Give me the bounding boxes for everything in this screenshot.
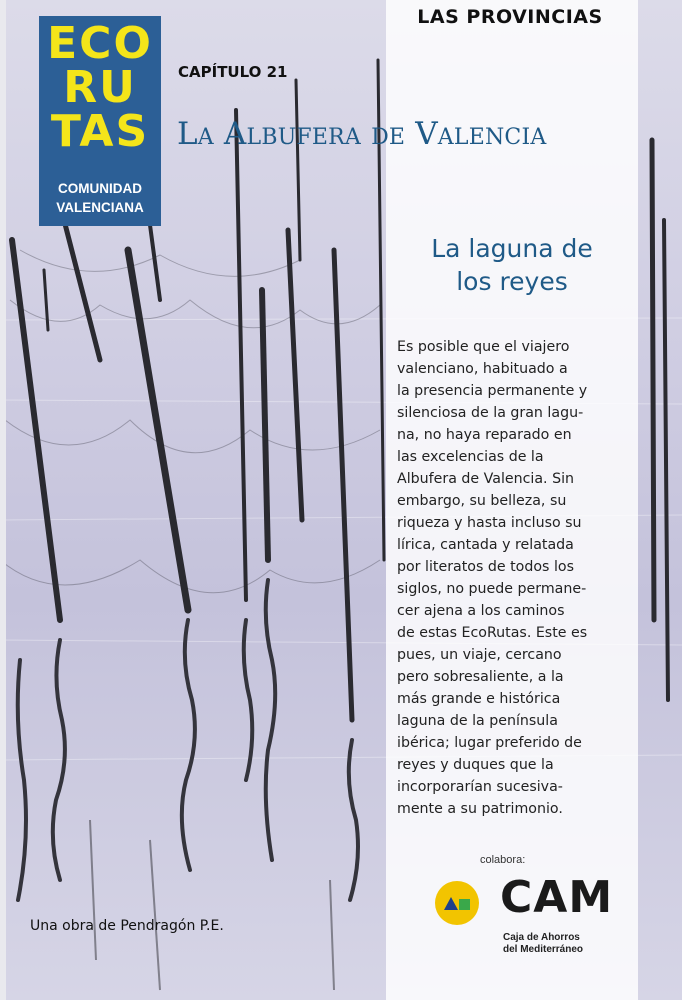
- article-subtitle: [392, 232, 632, 298]
- page-edge: [0, 0, 6, 1000]
- article-body: [397, 336, 633, 820]
- body-line: de estas EcoRutas. Este es: [397, 625, 588, 641]
- body-line: na, no haya reparado en: [397, 427, 572, 443]
- body-line: valenciano, habituado a: [397, 361, 568, 377]
- sponsor-full-name: [503, 932, 643, 956]
- body-line: cer ajena a los caminos: [397, 603, 565, 619]
- page-title: La Albufera de Valencia: [177, 116, 547, 152]
- logo-line: RU: [63, 62, 137, 113]
- logo-subline: VALENCIANA: [56, 200, 144, 215]
- body-line: mente a su patrimonio.: [397, 801, 563, 817]
- body-line: reyes y duques que la: [397, 757, 554, 773]
- sponsor-label: colabora:: [480, 854, 526, 866]
- body-line: más grande e histórica: [397, 691, 561, 707]
- sponsor-name-line: Caja de Ahorros: [503, 932, 580, 943]
- body-line: siglos, no puede permane-: [397, 581, 587, 597]
- credit-line: Una obra de Pendragón P.E.: [30, 918, 224, 934]
- sponsor-name-line: del Mediterráneo: [503, 944, 584, 955]
- ecorutas-logo: [39, 16, 161, 226]
- logo-line: TAS: [50, 106, 150, 157]
- body-line: la presencia permanente y: [397, 383, 588, 399]
- body-line: silenciosa de la gran lagu-: [397, 405, 584, 421]
- chapter-label: CAPÍTULO 21: [178, 63, 288, 81]
- cam-circle-logo-icon: [434, 880, 480, 926]
- body-line: las excelencias de la: [397, 449, 544, 465]
- body-line: pero sobresaliente, a la: [397, 669, 564, 685]
- subtitle-line: La laguna de: [431, 234, 593, 263]
- body-line: ibérica; lugar preferido de: [397, 735, 582, 751]
- body-line: pues, un viaje, cercano: [397, 647, 562, 663]
- sponsor-name: CAM: [500, 872, 614, 923]
- logo-subline: COMUNIDAD: [58, 181, 142, 196]
- body-line: Albufera de Valencia. Sin: [397, 471, 575, 487]
- body-line: riqueza y hasta incluso su: [397, 515, 582, 531]
- body-line: Es posible que el viajero: [397, 339, 570, 355]
- body-line: por literatos de todos los: [397, 559, 574, 575]
- body-line: embargo, su belleza, su: [397, 493, 567, 509]
- publisher-name: LAS PROVINCIAS: [417, 6, 603, 28]
- body-line: lírica, cantada y relatada: [397, 537, 574, 553]
- body-line: laguna de la península: [397, 713, 558, 729]
- subtitle-line: los reyes: [456, 267, 568, 296]
- logo-line: ECO: [47, 18, 153, 69]
- body-line: incorporarían sucesiva-: [397, 779, 563, 795]
